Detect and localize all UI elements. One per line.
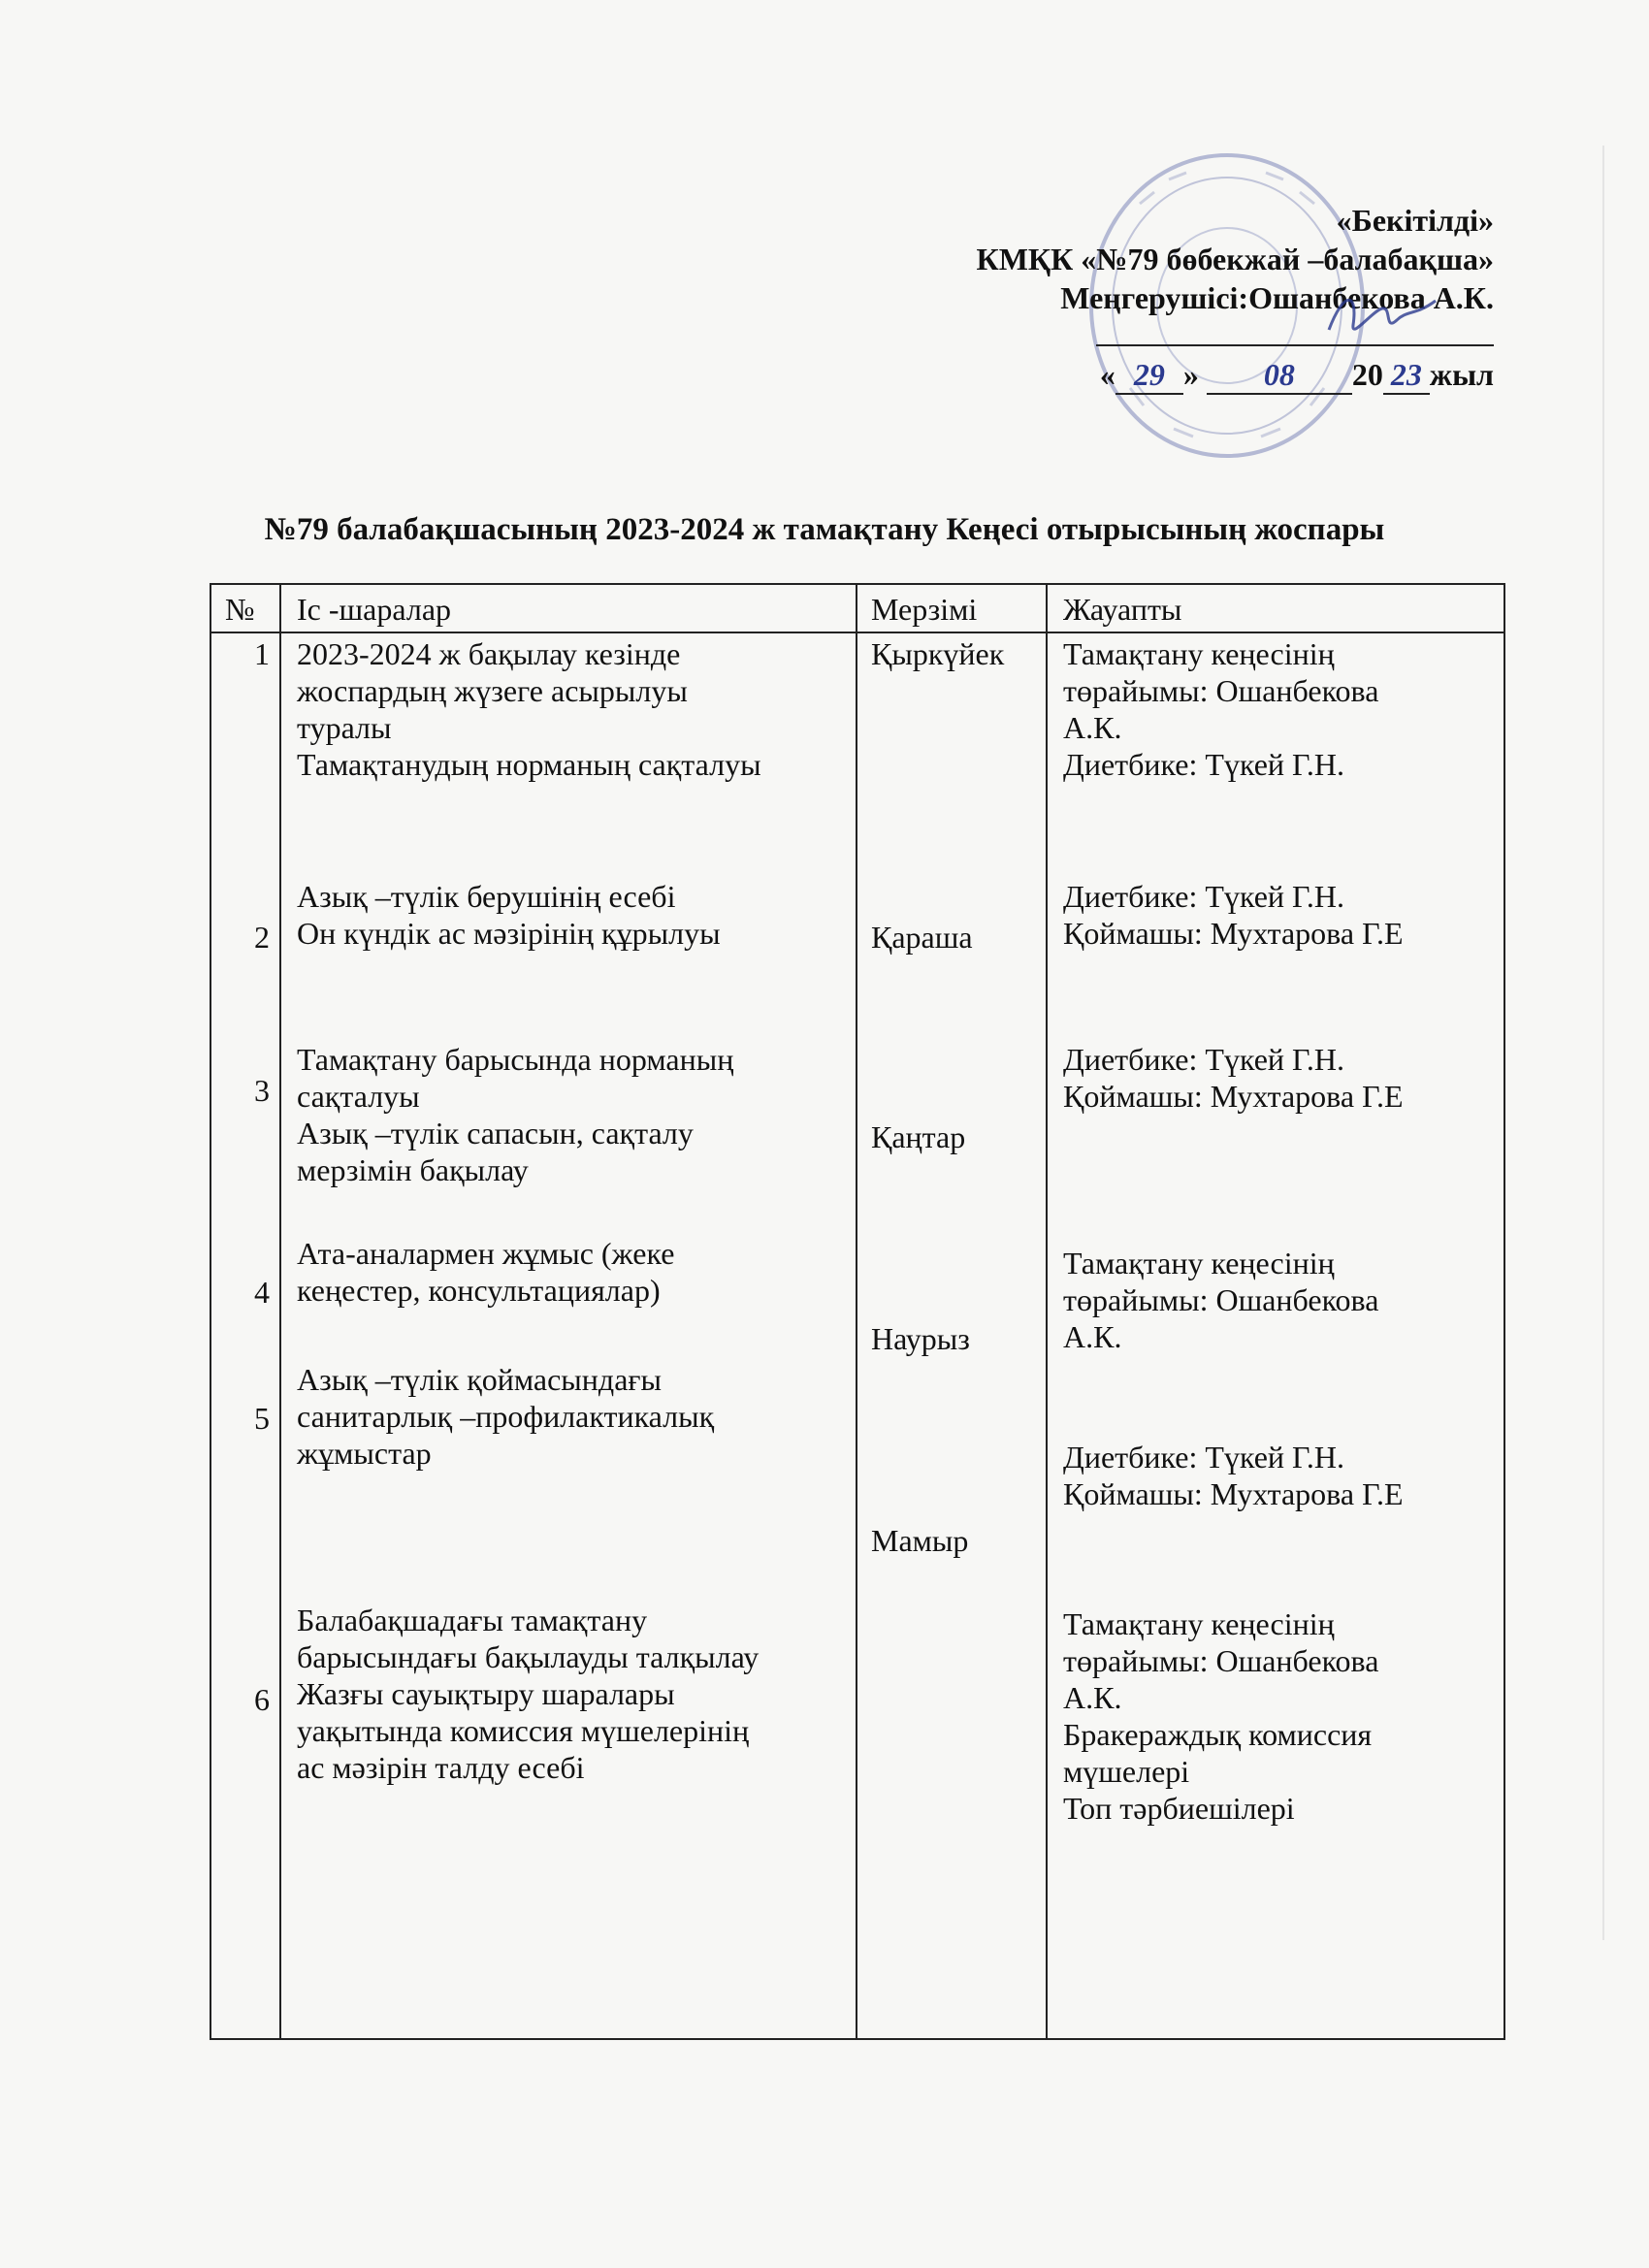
approval-heading: «Бекітілді» <box>1336 203 1494 238</box>
header-num: № <box>225 592 255 627</box>
signature-image <box>1324 281 1440 349</box>
activity-line: кеңестер, консультациялар) <box>297 1273 661 1308</box>
row-number: 1 <box>254 636 270 671</box>
activity-line: Тамақтанудың норманың сақталуы <box>297 747 761 782</box>
row-number: 3 <box>254 1073 270 1108</box>
responsible-line: төрайымы: Ошанбекова <box>1063 673 1379 708</box>
signature-line <box>1096 344 1494 346</box>
responsible-line: Тамақтану кеңесінің <box>1063 1606 1335 1641</box>
activity-item <box>297 635 761 783</box>
activity-line: Азық –түлік берушінің есебі <box>297 879 676 914</box>
header-activities: Іс -шаралар <box>297 592 452 627</box>
activity-line: жұмыстар <box>297 1436 432 1471</box>
responsible-line: Диетбике: Түкей Г.Н. <box>1063 747 1345 782</box>
date-year-prefix: 20 <box>1351 357 1383 392</box>
responsible-line: Тамақтану кеңесінің <box>1063 1246 1335 1280</box>
head-name: Меңгерушісі:Ошанбекова А.К. <box>1060 280 1494 315</box>
row-number: 2 <box>254 920 270 955</box>
activity-item <box>297 1361 714 1472</box>
activity-line: Жазғы сауықтыру шаралары <box>297 1676 675 1711</box>
activity-line: Балабақшадағы тамақтану <box>297 1603 648 1637</box>
responsible-item <box>1063 878 1404 952</box>
activity-line: туралы <box>297 710 392 745</box>
column-divider <box>856 585 857 2038</box>
row-number: 4 <box>254 1275 270 1310</box>
activity-line: 2023-2024 ж бақылау кезінде <box>297 636 681 671</box>
activity-item <box>297 1235 674 1309</box>
responsible-line: Қоймашы: Мухтарова Г.Е <box>1063 1476 1404 1511</box>
term-cell: Наурыз <box>871 1321 970 1356</box>
activity-line: жоспардың жүзеге асырылуы <box>297 673 688 708</box>
responsible-item <box>1063 1245 1378 1355</box>
responsible-line: Қоймашы: Мухтарова Г.Е <box>1063 1079 1404 1114</box>
page-edge <box>1602 146 1604 1940</box>
term-cell: Қаңтар <box>871 1119 966 1154</box>
column-divider <box>279 585 281 2038</box>
activity-line: Ата-аналармен жұмыс (жеке <box>297 1236 675 1271</box>
responsible-item <box>1063 635 1378 783</box>
responsible-line: Тамақтану кеңесінің <box>1063 636 1335 671</box>
activity-line: мерзімін бақылау <box>297 1152 529 1187</box>
activity-line: уақытында комиссия мүшелерінің <box>297 1713 750 1748</box>
approval-date <box>1100 357 1494 395</box>
date-close-quote: » <box>1182 357 1199 392</box>
responsible-line: А.К. <box>1063 1319 1122 1354</box>
responsible-line: Диетбике: Түкей Г.Н. <box>1063 1440 1345 1474</box>
document-title: №79 балабақшасының 2023-2024 ж тамақтану Кеңесі отырысының жоспары <box>264 512 1385 547</box>
term-cell: Мамыр <box>871 1523 969 1558</box>
activity-item <box>297 1041 733 1188</box>
date-month: 08 <box>1207 357 1352 395</box>
responsible-item <box>1063 1041 1404 1115</box>
term-cell: Қараша <box>871 920 973 955</box>
responsible-line: Топ тәрбиешілері <box>1063 1791 1295 1826</box>
responsible-line: төрайымы: Ошанбекова <box>1063 1643 1379 1678</box>
organization-name: КМҚК «№79 бөбекжай –балабақша» <box>976 242 1494 276</box>
date-year-word: жыл <box>1429 357 1494 392</box>
activity-item <box>297 878 721 952</box>
activity-line: сақталуы <box>297 1079 420 1114</box>
date-day: 29 <box>1116 357 1183 395</box>
responsible-line: Қоймашы: Мухтарова Г.Е <box>1063 916 1404 951</box>
header-divider <box>211 632 1504 633</box>
row-number: 6 <box>254 1682 270 1717</box>
responsible-line: А.К. <box>1063 710 1122 745</box>
activity-line: Азық –түлік қоймасындағы <box>297 1362 663 1397</box>
responsible-line: төрайымы: Ошанбекова <box>1063 1282 1379 1317</box>
term-cell: Қыркүйек <box>871 636 1005 671</box>
activity-line: санитарлық –профилактикалық <box>297 1399 715 1434</box>
plan-table <box>210 583 1505 2040</box>
responsible-line: Диетбике: Түкей Г.Н. <box>1063 879 1345 914</box>
row-number: 5 <box>254 1401 270 1436</box>
activity-item <box>297 1602 759 1786</box>
responsible-line: Диетбике: Түкей Г.Н. <box>1063 1042 1345 1077</box>
column-divider <box>1046 585 1048 2038</box>
responsible-item <box>1063 1439 1404 1512</box>
header-term: Мерзімі <box>871 592 978 627</box>
responsible-line: мүшелері <box>1063 1754 1190 1789</box>
date-open-quote: « <box>1099 357 1116 392</box>
activity-line: ас мәзірін талду есебі <box>297 1750 585 1785</box>
responsible-item <box>1063 1605 1378 1827</box>
activity-line: Тамақтану барысында норманың <box>297 1042 734 1077</box>
responsible-line: А.К. <box>1063 1680 1122 1715</box>
header-responsible: Жауапты <box>1063 592 1182 627</box>
activity-line: Он күндік ас мәзірінің құрылуы <box>297 916 721 951</box>
activity-line: барысындағы бақылауды талқылау <box>297 1639 760 1674</box>
date-year-suffix: 23 <box>1383 357 1430 395</box>
responsible-line: Бракераждық комиссия <box>1063 1717 1373 1752</box>
activity-line: Азық –түлік сапасын, сақталу <box>297 1116 694 1150</box>
